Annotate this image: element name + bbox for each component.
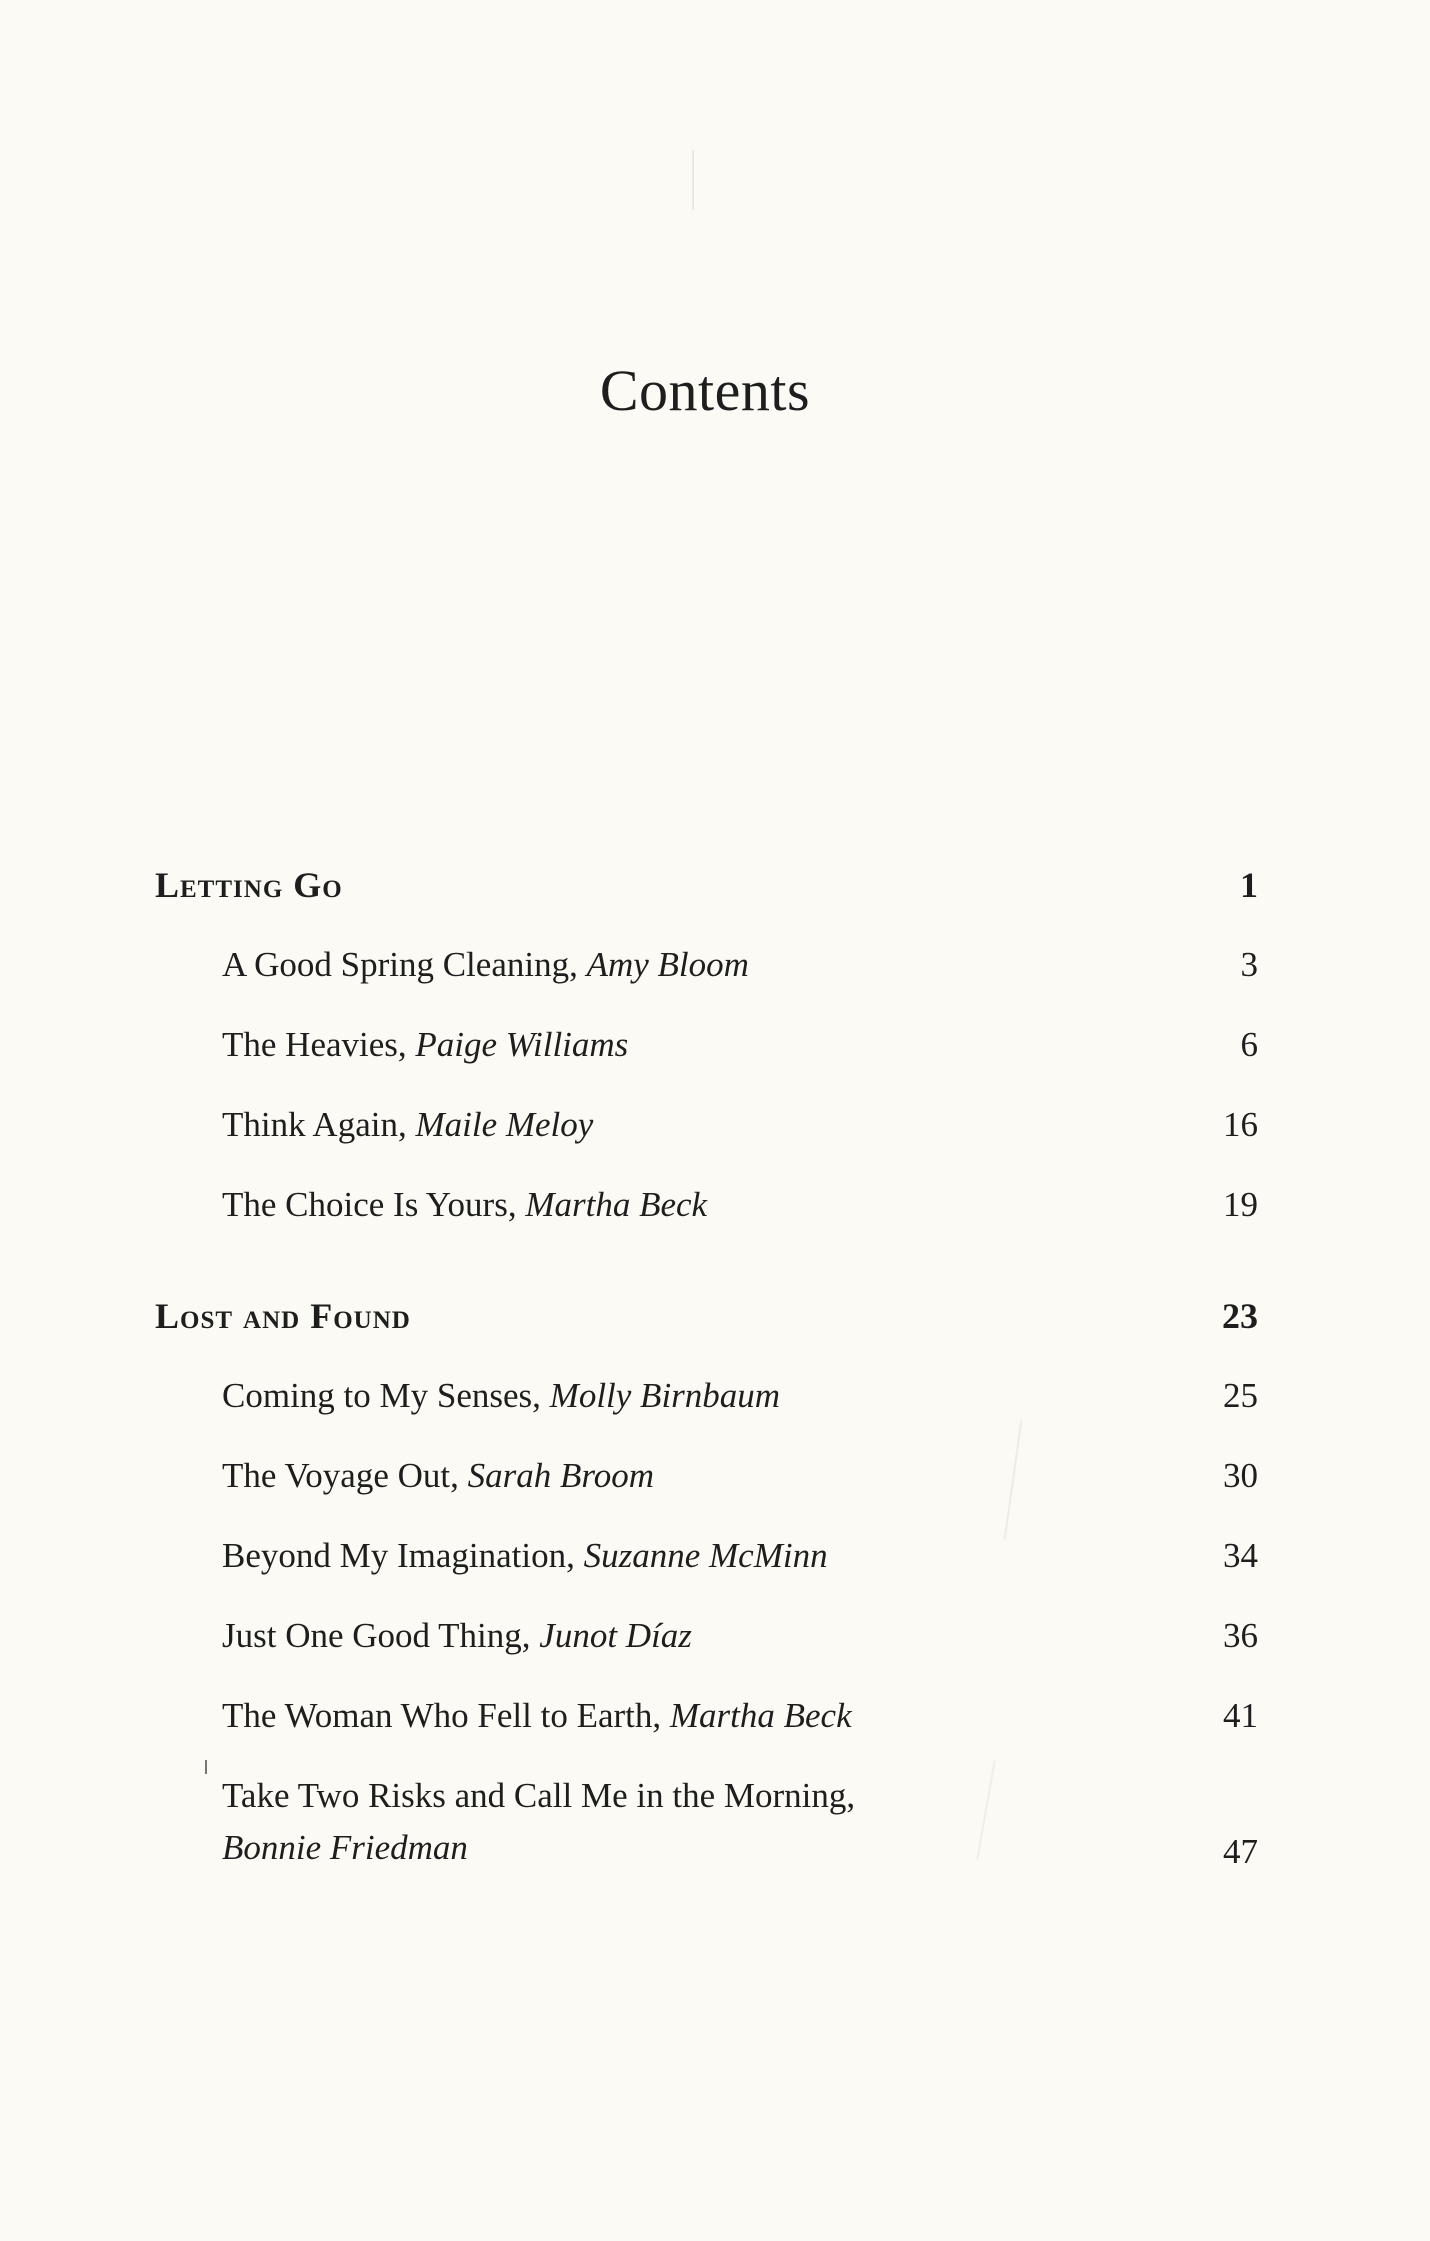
section-label: Lost and Found	[155, 1296, 411, 1336]
page-title: Contents	[599, 357, 811, 423]
entry-page-number: 6	[1240, 1025, 1258, 1064]
entry-title: Just One Good Thing,	[222, 1616, 540, 1655]
entry-text	[222, 1105, 593, 1145]
entry-page-number: 47	[1223, 1832, 1258, 1871]
entry-text	[222, 945, 749, 985]
entry-text	[222, 1696, 852, 1736]
entry-title: Coming to My Senses,	[222, 1376, 550, 1415]
entry-author: Junot Díaz	[539, 1616, 692, 1655]
entry-author: Martha Beck	[525, 1185, 708, 1224]
entry-title: Take Two Risks and Call Me in the Morning,	[222, 1776, 856, 1815]
entry-author: Maile Meloy	[415, 1105, 594, 1144]
section-page-number: 1	[1240, 865, 1258, 905]
entry-title: Think Again,	[222, 1105, 416, 1144]
entry-page-number: 19	[1223, 1185, 1258, 1224]
entry-page-number: 25	[1223, 1376, 1258, 1415]
scan-mark	[692, 150, 694, 210]
entry-author: Paige Williams	[415, 1025, 629, 1064]
entry-title: The Choice Is Yours,	[222, 1185, 526, 1224]
entry-author: Amy Bloom	[586, 945, 749, 984]
entry-title: The Voyage Out,	[222, 1456, 468, 1495]
section-page-number: 23	[1222, 1296, 1258, 1336]
entry-text	[222, 1376, 780, 1416]
entry-page-number: 41	[1223, 1696, 1258, 1735]
entry-text	[222, 1185, 707, 1225]
entry-author: Sarah Broom	[467, 1456, 654, 1495]
entry-page-number: 3	[1240, 945, 1258, 984]
entry-author: Bonnie Friedman	[222, 1828, 468, 1867]
entry-page-number: 36	[1223, 1616, 1258, 1655]
entry-author: Molly Birnbaum	[549, 1376, 781, 1415]
entry-page-number: 34	[1223, 1536, 1258, 1575]
scan-mark	[1004, 1420, 1023, 1539]
entry-author: Suzanne McMinn	[583, 1536, 828, 1575]
scan-mark	[976, 1761, 995, 1860]
entry-text	[222, 1776, 855, 1868]
entry-text	[222, 1456, 654, 1496]
entry-page-number: 30	[1223, 1456, 1258, 1495]
entry-text	[222, 1616, 692, 1656]
entry-title: Beyond My Imagination,	[222, 1536, 584, 1575]
entry-text	[222, 1025, 628, 1065]
section-label: Letting Go	[155, 865, 343, 905]
entry-page-number: 16	[1223, 1105, 1258, 1144]
entry-text	[222, 1536, 828, 1576]
entry-title: The Heavies,	[222, 1025, 416, 1064]
entry-title: A Good Spring Cleaning,	[222, 945, 587, 984]
entry-title: The Woman Who Fell to Earth,	[222, 1696, 670, 1735]
scan-mark	[205, 1760, 207, 1774]
entry-author: Martha Beck	[669, 1696, 852, 1735]
